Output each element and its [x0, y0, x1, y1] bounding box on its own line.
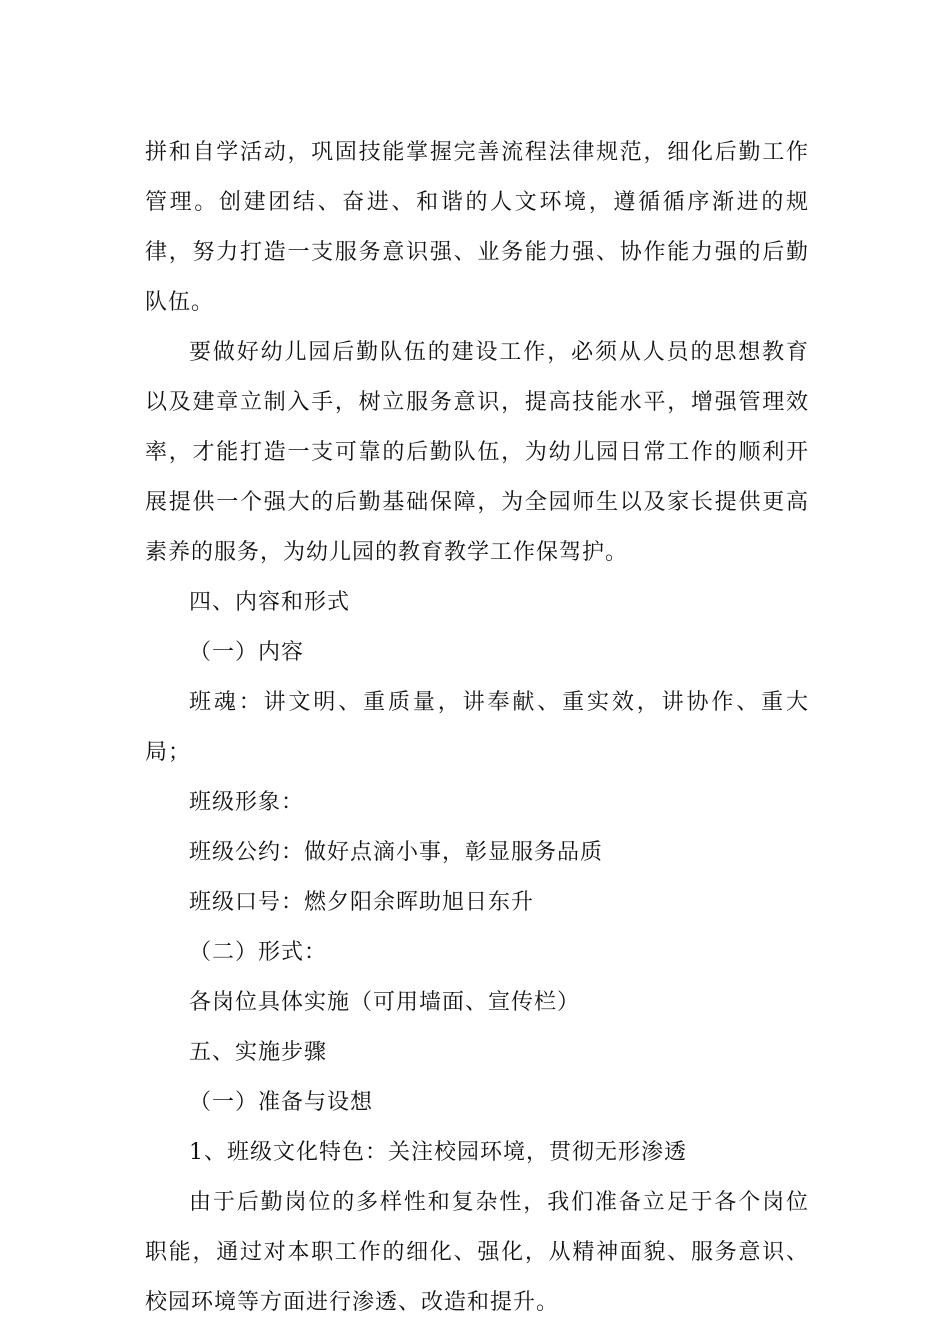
- document-body: [145, 128, 809, 1328]
- paragraph-diversity: 由于后勤岗位的多样性和复杂性，我们准备立足于各个岗位职能，通过对本职工作的细化、强化，从精神面貌、服务意识、校园环境等方面进行渗透、改造和提升。: [145, 1190, 809, 1315]
- line-culture-feature: 1、班级文化特色：关注校园环境，贯彻无形渗透: [189, 1140, 687, 1165]
- line-class-image: 班级形象：: [189, 790, 305, 815]
- section-heading-steps: 五、实施步骤: [189, 1040, 328, 1065]
- line-class-slogan: 班级口号：燃夕阳余晖助旭日东升: [189, 890, 535, 915]
- paragraph-continuation: 拼和自学活动，巩固技能掌握完善流程法律规范，细化后勤工作管理。创建团结、奋进、和谐的人文环境，遵循循序渐进的规律，努力打造一支服务意识强、业务能力强、协作能力强的后勤队伍。: [145, 140, 809, 315]
- subheading-form: （二）形式：: [189, 940, 328, 965]
- subheading-preparation: （一）准备与设想: [189, 1090, 374, 1115]
- section-heading-content-form: 四、内容和形式: [189, 590, 351, 615]
- line-form-implementation: 各岗位具体实施（可用墙面、宣传栏）: [189, 990, 581, 1015]
- subheading-content: （一）内容: [189, 640, 305, 665]
- line-class-convention: 班级公约：做好点滴小事，彰显服务品质: [189, 840, 604, 865]
- paragraph-team-building: 要做好幼儿园后勤队伍的建设工作，必须从人员的思想教育以及建章立制入手，树立服务意识，提高技能水平，增强管理效率，才能打造一支可靠的后勤队伍，为幼儿园日常工作的顺利开展提供一个强大的后勤基础保障，为全园师生以及家长提供更高素养的服务，为幼儿园的教育教学工作保驾护。: [145, 340, 809, 565]
- line-class-spirit: 班魂：讲文明、重质量，讲奉献、重实效，讲协作、重大局；: [145, 690, 809, 765]
